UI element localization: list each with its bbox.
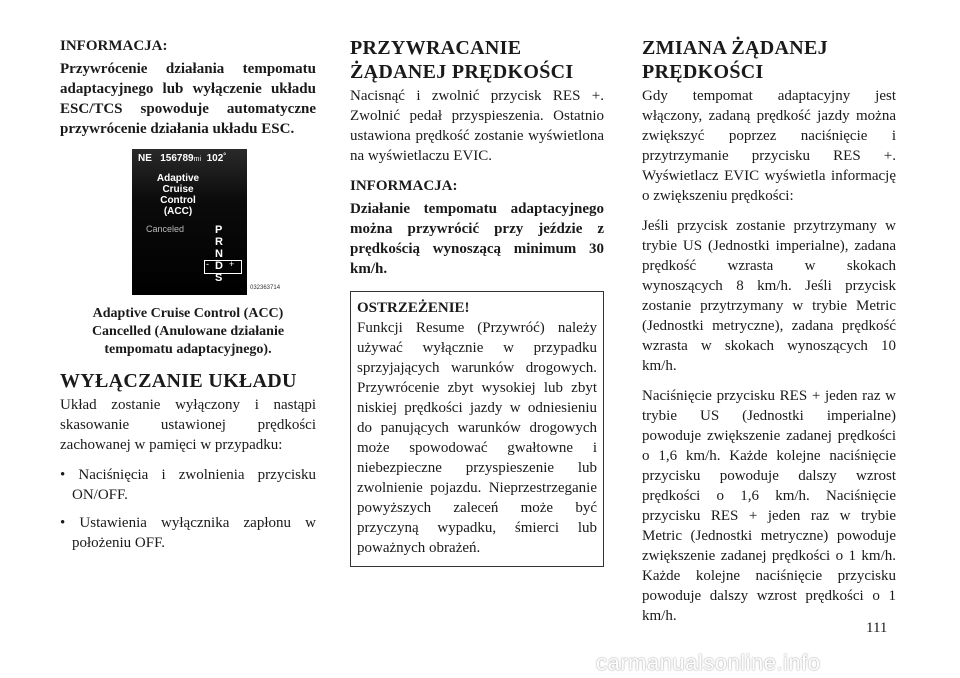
acc-line: Control: [160, 195, 196, 206]
plus-sign: +: [229, 259, 235, 269]
heading-line: PRĘDKOŚCI: [642, 61, 764, 83]
section-heading-resume: [350, 36, 604, 84]
compass-heading: NE: [138, 153, 152, 164]
right-column: [642, 36, 896, 636]
gear-d: D: [215, 260, 223, 272]
caption-line: Adaptive Cruise Control (ACC): [92, 306, 284, 321]
warning-heading: OSTRZEŻENIE!: [357, 300, 470, 316]
resume-text: Nacisnąć i zwolnić przycisk RES +. Zwolnić pedał przyspieszenia. Ostatnio ustawiona prędkość zostanie wyświetlona na wyświetlaczu EVIC.: [350, 88, 604, 164]
heading-line: ZMIANA ŻĄDANEJ: [642, 37, 828, 59]
figure-code: 032363714: [250, 285, 281, 291]
gear-selection-box: [204, 260, 242, 274]
degree-symbol: °: [223, 153, 227, 160]
paragraph: Gdy tempomat adaptacyjny jest włączony, zadaną prędkość jazdy można zwiększyć poprzez naciśnięcie i przytrzymanie przycisku RES +. Wyświetlacz EVIC wyświetla informację o zwiększeniu prędkości:: [642, 88, 896, 204]
paragraph: Naciśnięcie przycisku RES + jeden raz w trybie US (Jednostki imperialne) powoduje zwiększenie zadanej prędkości o 1,6 km/h. Każde kolejne naciśnięcie przycisku powoduje dalszy wzrost prędkości o 1,6 km/h. Naciśnięcie przycisku RES + jeden raz w trybie Metric (Jednostki metryczne) powoduje zwiększenie zadanej prędkości o 1 km/h. Każde kolejne naciśnięcie przycisku powoduje dalszy wzrost prędkości o 1 km/h.: [642, 388, 896, 624]
caption-line: Cancelled (Anulowane działanie: [91, 324, 285, 339]
bullet-list: [60, 465, 316, 553]
odometer-value: 156789: [160, 153, 194, 164]
list-item: • Ustawienia wyłącznika zapłonu w położeniu OFF.: [60, 513, 316, 553]
warning-text: Funkcji Resume (Przywróć) należy używać wyłącznie w przypadku sprzyjających warunków drogowych. Przywrócenie zbyt wysokiej lub zbyt niskiej prędkości jazdy w odniesieniu do panujących warunków drogowych może spowodować gwałtowne i niebezpieczne przyspieszenie lub zwolnienie pojazdu. Nieprzestrzeganie powyższych zaleceń może być przyczyną wypadku, śmierci lub poważnych obrażeń.: [357, 320, 597, 556]
minus-sign: -: [206, 259, 209, 269]
acc-line: Cruise: [162, 184, 194, 195]
list-item: • Naciśnięcia i zwolnienia przycisku ON/OFF.: [60, 465, 316, 505]
cluster-figure: [60, 149, 316, 299]
gear-p: P: [215, 224, 223, 236]
gear-indicator: [215, 224, 223, 284]
odometer-unit: mi: [193, 156, 202, 163]
note-heading: INFORMACJA:: [350, 178, 458, 194]
middle-column: [350, 36, 604, 567]
acc-line: (ACC): [163, 206, 193, 217]
cluster-top-bar: [138, 153, 226, 164]
warning-box: [350, 291, 604, 567]
acc-line: Adaptive: [156, 173, 200, 184]
section-heading-change-speed: [642, 36, 896, 84]
gear-r: R: [215, 236, 223, 248]
note-text: Przywrócenie działania tempomatu adaptacyjnego lub wyłączenie układu ESC/TCS spowoduje automatyczne przywrócenie działania układu ESC.: [60, 61, 316, 137]
caption-line: tempomatu adaptacyjnego).: [104, 342, 272, 357]
instrument-cluster-display: [132, 149, 247, 295]
gear-s: S: [215, 272, 223, 284]
section-text: Układ zostanie wyłączony i nastąpi skasowanie ustawionej prędkości zachowanej w pamięci w przypadku:: [60, 397, 316, 453]
acc-state: Canceled: [146, 224, 185, 234]
paragraph: Jeśli przycisk zostanie przytrzymany w trybie US (Jednostki imperialne), zadana prędkość wzrasta w skokach wynoszących 8 km/h. Jeśli przycisk zostanie przytrzymany w trybie Metric (Jednostki metryczne), zadana prędkość wzrasta w skokach wynoszących 10 km/h.: [642, 218, 896, 374]
figure-caption: [60, 305, 316, 359]
page-number: 111: [866, 620, 888, 636]
heading-line: ŻĄDANEJ PRĘDKOŚCI: [350, 61, 574, 83]
gear-n: N: [215, 248, 223, 260]
temperature-value: 102: [206, 153, 224, 164]
left-column: [60, 36, 316, 561]
heading-line: PRZYWRACANIE: [350, 37, 522, 59]
note-text: Działanie tempomatu adaptacyjnego można przywrócić przy jeździe z prędkością wynoszącą minimum 30 km/h.: [350, 201, 604, 277]
acc-label: [132, 173, 224, 217]
section-heading-disable: WYŁĄCZANIE UKŁADU: [60, 370, 297, 392]
note-heading: INFORMACJA:: [60, 38, 168, 54]
watermark: carmanualsonline.info: [596, 650, 821, 675]
